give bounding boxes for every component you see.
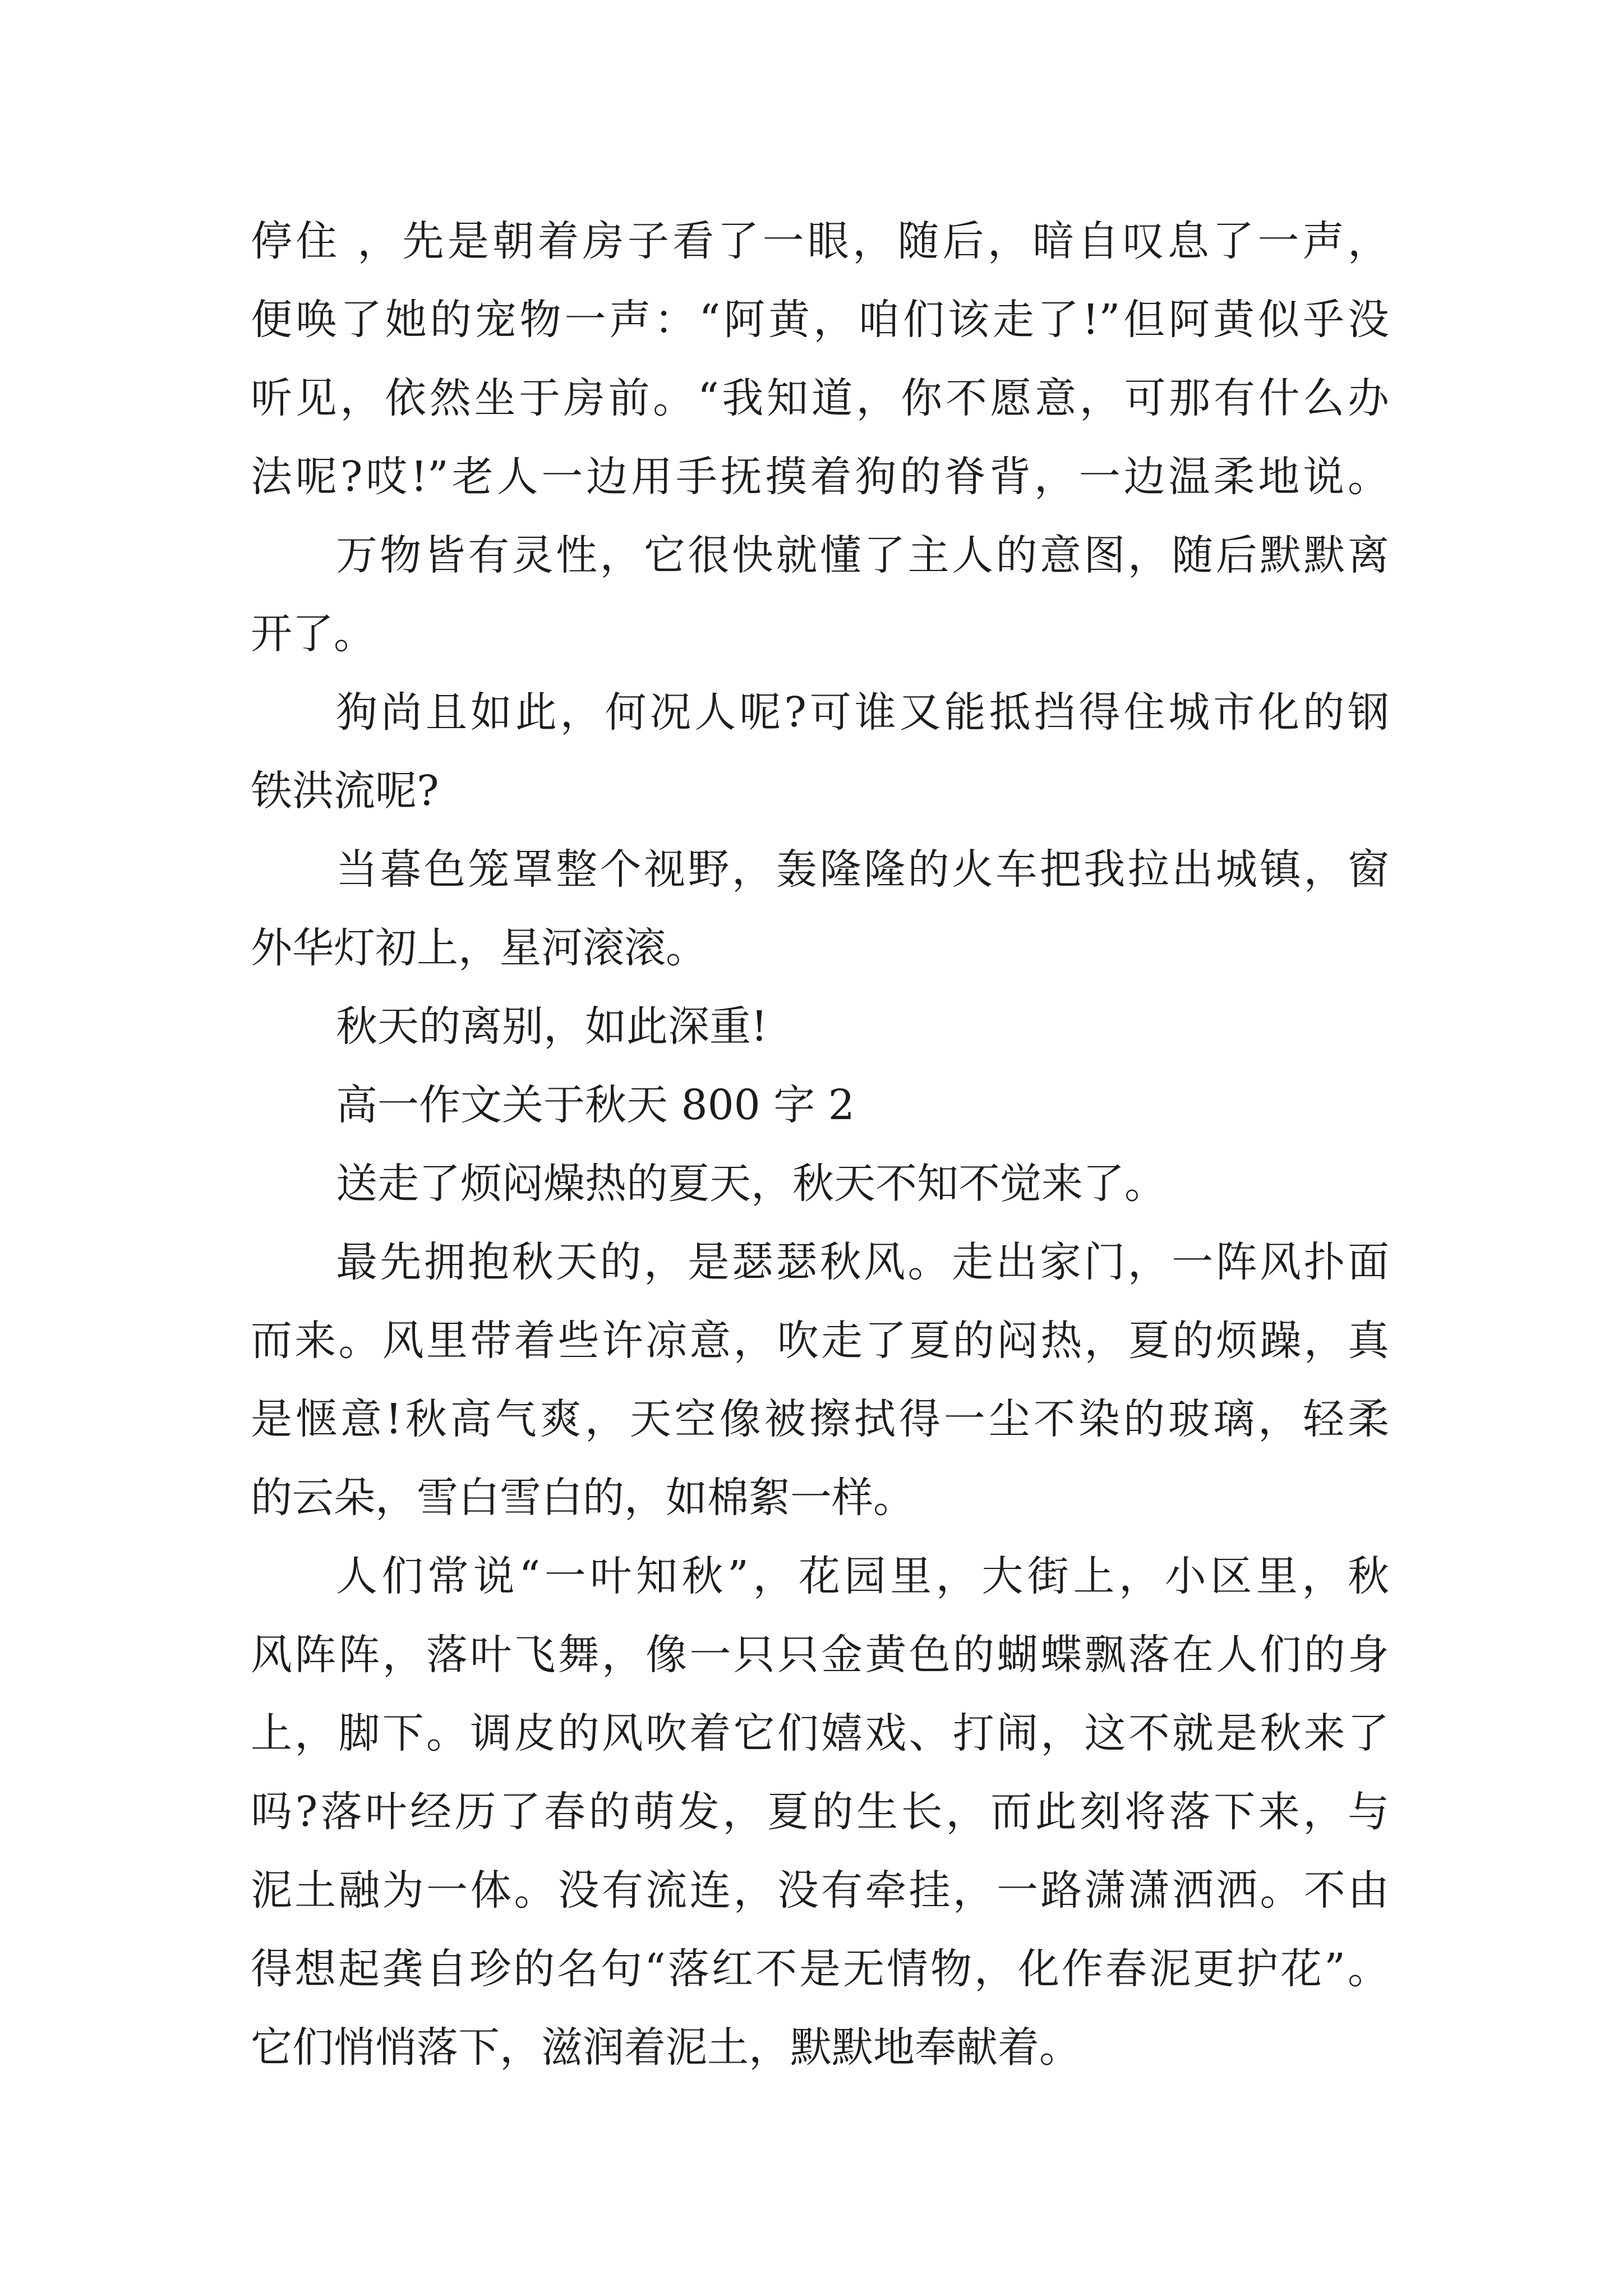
text-line: 听见，依然坐于房前。“我知道，你不愿意，可那有什么办 <box>251 374 1389 422</box>
text-line: 开了。 <box>251 610 375 658</box>
text-line: 得想起龚自珍的名句“落红不是无情物，化作春泥更护花”。 <box>251 1945 1389 1993</box>
paragraph-start-line: 送走了烦闷燥热的夏天，秋天不知不觉来了。 <box>336 1159 1166 1208</box>
text-line: 它们悄悄落下，滋润着泥土，默默地奉献着。 <box>251 2023 1081 2072</box>
text-line: 泥土融为一体。没有流连，没有牵挂，一路潇潇洒洒。不由 <box>251 1866 1389 1915</box>
paragraph-start-line: 当暮色笼罩整个视野，轰隆隆的火车把我拉出城镇，窗 <box>336 845 1389 894</box>
paragraph-start-line: 万物皆有灵性，它很快就懂了主人的意图，随后默默离 <box>336 531 1389 579</box>
paragraph-start-line: 秋天的离别，如此深重! <box>336 1002 768 1051</box>
text-line: 风阵阵，落叶飞舞，像一只只金黄色的蝴蝶飘落在人们的身 <box>251 1631 1389 1679</box>
body-text <box>251 202 1389 2087</box>
text-line: 的云朵，雪白雪白的，如棉絮一样。 <box>251 1474 915 1522</box>
paragraph-start-line: 人们常说“一叶知秋”，花园里，大街上，小区里，秋 <box>336 1552 1389 1600</box>
text-line: 铁洪流呢? <box>251 767 439 815</box>
text-line: 吗?落叶经历了春的萌发，夏的生长，而此刻将落下来，与 <box>251 1788 1389 1836</box>
text-line: 而来。风里带着些许凉意，吹走了夏的闷热，夏的烦躁，真 <box>251 1317 1389 1365</box>
text-line: 是惬意!秋高气爽，天空像被擦拭得一尘不染的玻璃，轻柔 <box>251 1395 1389 1443</box>
text-line: 上，脚下。调皮的风吹着它们嬉戏、打闹，这不就是秋来了 <box>251 1709 1389 1757</box>
text-line: 停住 ，先是朝着房子看了一眼，随后，暗自叹息了一声， <box>251 217 1389 265</box>
text-line: 便唤了她的宠物一声：“阿黄，咱们该走了!”但阿黄似乎没 <box>251 296 1389 344</box>
text-line: 法呢?哎!”老人一边用手抚摸着狗的脊背，一边温柔地说。 <box>251 453 1389 501</box>
section-heading: 高一作文关于秋天 800 字 2 <box>336 1081 855 1129</box>
paragraph-start-line: 狗尚且如此，何况人呢?可谁又能抵挡得住城市化的钢 <box>336 688 1389 737</box>
paragraph-start-line: 最先拥抱秋天的，是瑟瑟秋风。走出家门，一阵风扑面 <box>336 1238 1389 1286</box>
text-line: 外华灯初上，星河滚滚。 <box>251 924 707 972</box>
